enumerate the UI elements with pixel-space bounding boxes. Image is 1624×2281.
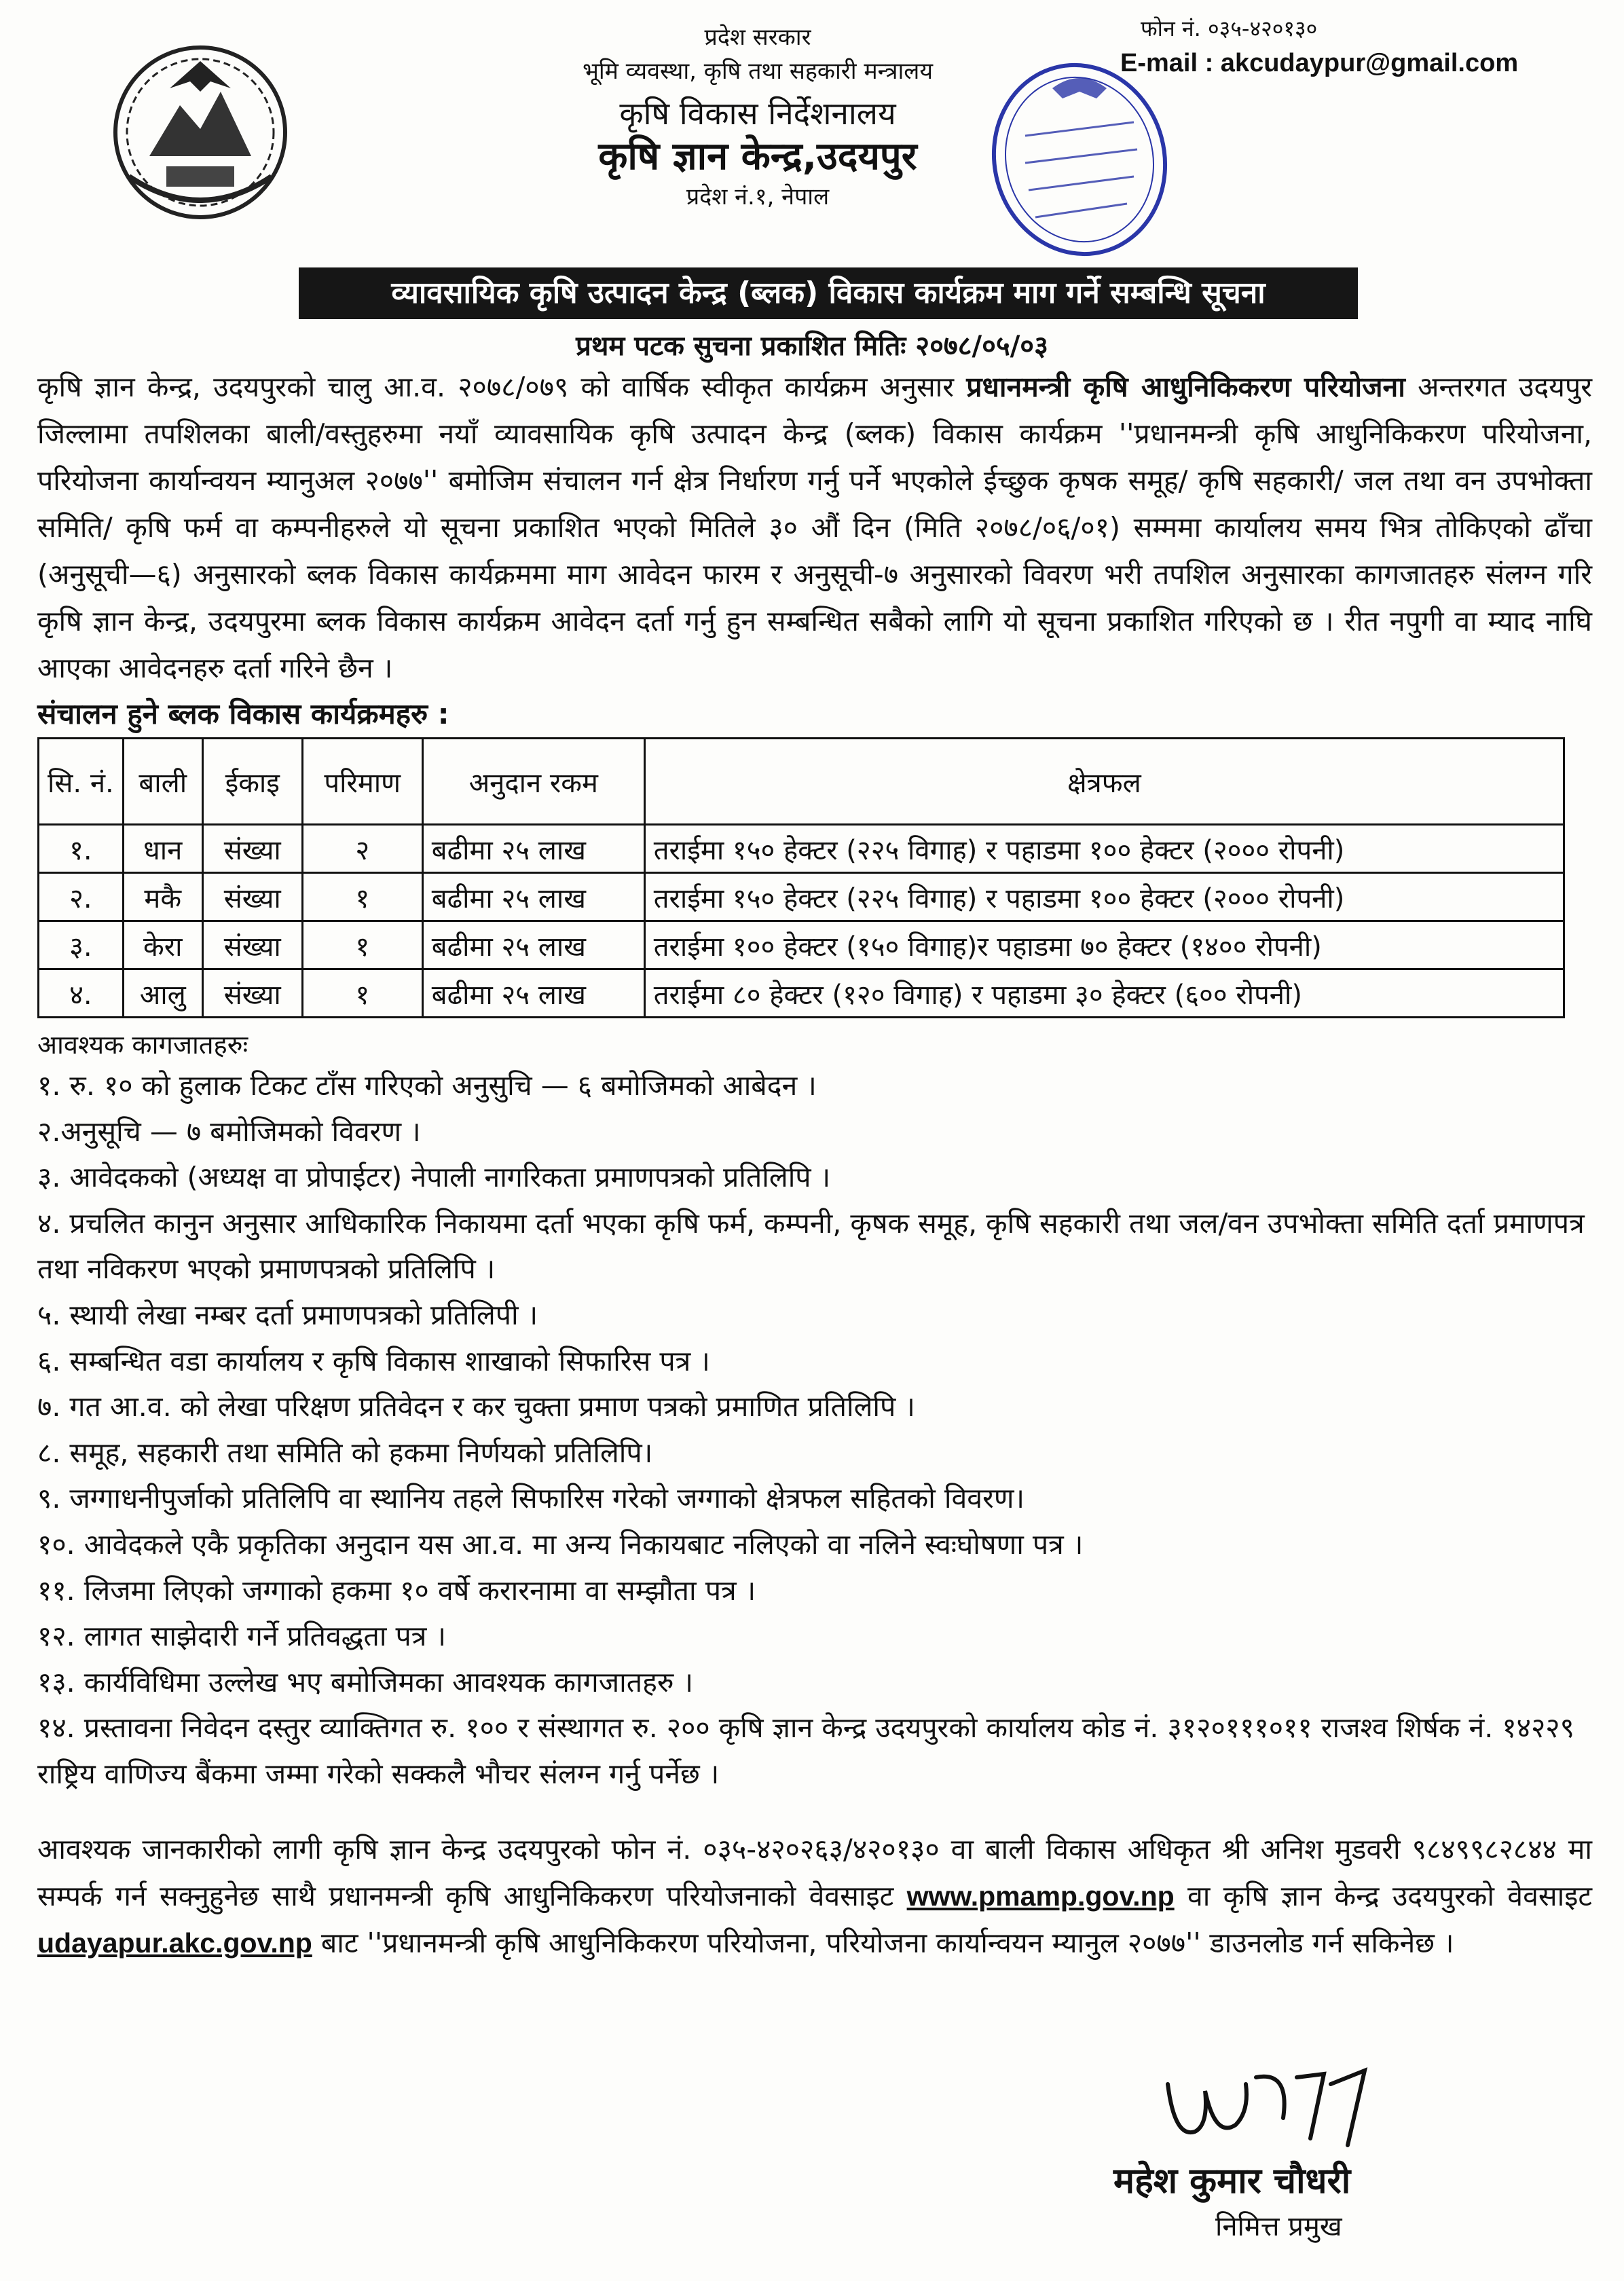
cell-area: तराईमा ८० हेक्टर (१२० विगाह) र पहाडमा ३० हेक्टर (६०० रोपनी) bbox=[644, 969, 1564, 1018]
table-row bbox=[39, 825, 1564, 873]
list-item: ५. स्थायी लेखा नम्बर दर्ता प्रमाणपत्रको प्रतिलिपी । bbox=[37, 1298, 538, 1331]
cell-grant: बढीमा २५ लाख bbox=[422, 873, 644, 921]
list-item: ८. समूह, सहकारी तथा समिति को हकमा निर्णयको प्रतिलिपि। bbox=[37, 1436, 653, 1469]
signatory-designation: निमित्त प्रमुख bbox=[1215, 2211, 1342, 2242]
header-office: कृषि ज्ञान केन्द्र,उदयपुर bbox=[598, 134, 917, 179]
list-item: ९. जग्गाधनीपुर्जाको प्रतिलिपि वा स्थानिय तहले सिफारिस गरेको जग्गाको क्षेत्रफल सहितको विवरण। bbox=[37, 1482, 1025, 1515]
table-row bbox=[39, 921, 1564, 969]
cell-quantity: २ bbox=[302, 825, 422, 873]
pmamp-website-link[interactable]: www.pmamp.gov.np bbox=[906, 1880, 1175, 1912]
cell-crop: केरा bbox=[123, 921, 202, 969]
block-program-table bbox=[37, 737, 1565, 1018]
cell-unit: संख्या bbox=[202, 873, 302, 921]
table-caption: संचालन हुने ब्लक विकास कार्यक्रमहरु : bbox=[37, 697, 449, 730]
contact-text-2: वा कृषि ज्ञान केन्द्र उदयपुरको वेवसाइट bbox=[1174, 1880, 1592, 1912]
cell-sn: ३. bbox=[39, 921, 124, 969]
cell-crop: धान bbox=[123, 825, 202, 873]
header-directorate: कृषि विकास निर्देशनालय bbox=[619, 95, 896, 132]
akc-website-link[interactable]: udayapur.akc.gov.np bbox=[37, 1927, 312, 1959]
cell-unit: संख्या bbox=[202, 969, 302, 1018]
paragraph-part-1: कृषि ज्ञान केन्द्र, उदयपुरको चालु आ.व. २०७८/०७९ को वार्षिक स्वीकृत कार्यक्रम अनुसार bbox=[37, 371, 967, 403]
list-item: २.अनुसूचि — ७ बमोजिमको विवरण । bbox=[37, 1115, 421, 1148]
table-row bbox=[39, 873, 1564, 921]
cell-area: तराईमा १०० हेक्टर (१५० विगाह)र पहाडमा ७० हेक्टर (१४०० रोपनी) bbox=[644, 921, 1564, 969]
list-item: ३. आवेदकको (अध्यक्ष वा प्रोपाईटर) नेपाली नागरिकता प्रमाणपत्रको प्रतिलिपि । bbox=[37, 1161, 831, 1194]
cell-grant: बढीमा २५ लाख bbox=[422, 921, 644, 969]
table-header-row bbox=[39, 739, 1564, 825]
cell-area: तराईमा १५० हेक्टर (२२५ विगाह) र पहाडमा १०० हेक्टर (२००० रोपनी) bbox=[644, 873, 1564, 921]
col-unit: ईकाइ bbox=[202, 739, 302, 825]
list-item: ११. लिजमा लिएको जग्गाको हकमा १० वर्षे करारनामा वा सम्झौता पत्र । bbox=[37, 1574, 756, 1607]
col-area: क्षेत्रफल bbox=[644, 739, 1564, 825]
list-item: १२. लागत साझेदारी गर्ने प्रतिवद्धता पत्र । bbox=[37, 1620, 447, 1653]
notice-paragraph bbox=[37, 364, 1592, 692]
cell-grant: बढीमा २५ लाख bbox=[422, 825, 644, 873]
cell-sn: ४. bbox=[39, 969, 124, 1018]
list-item: १०. आवेदकले एकै प्रकृतिका अनुदान यस आ.व. मा अन्य निकायबाट नलिएको वा नलिने स्वःघोषणा पत्र । bbox=[37, 1527, 1084, 1561]
cell-crop: मकै bbox=[123, 873, 202, 921]
table-row bbox=[39, 969, 1564, 1018]
header-ministry: भूमि व्यवस्था, कृषि तथा सहकारी मन्त्रालय bbox=[582, 58, 934, 85]
contact-text-3: बाट ''प्रधानमन्त्री कृषि आधुनिकिकरण परियोजना, परियोजना कार्यान्वयन म्यानुल २०७७'' डाउनलोड गर्न सकिनेछ । bbox=[312, 1927, 1454, 1959]
signature-icon bbox=[1154, 2057, 1378, 2159]
contact-text-1: आवश्यक जानकारीको लागी कृषि ज्ञान केन्द्र उदयपुरको फोन नं. ०३५-४२०२६३/४२०१३० वा बाली विकास अधिकृत श्री अनिश मुडवरी ९८४९९८२८४४ मा सम्पर्क गर्न सक्नुहुनेछ साथै प्रधानमन्त्री कृषि आधुनिकिकरण परियोजनाको वेवसाइट bbox=[37, 1833, 1592, 1912]
paragraph-project-name: प्रधानमन्त्री कृषि आधुनिकिकरण परियोजना bbox=[966, 371, 1405, 403]
cell-quantity: १ bbox=[302, 873, 422, 921]
cell-quantity: १ bbox=[302, 969, 422, 1018]
col-grant: अनुदान रकम bbox=[422, 739, 644, 825]
cell-unit: संख्या bbox=[202, 825, 302, 873]
header-email: E-mail : akcudaypur@gmail.com bbox=[1120, 49, 1519, 77]
col-crop: बाली bbox=[123, 739, 202, 825]
documents-list bbox=[37, 1063, 1599, 1798]
list-item: ७. गत आ.व. को लेखा परिक्षण प्रतिवेदन र कर चुक्ता प्रमाण पत्रको प्रमाणित प्रतिलिपि । bbox=[37, 1390, 915, 1424]
documents-heading: आवश्यक कागजातहरुः bbox=[37, 1030, 248, 1060]
header-province: प्रदेश नं.१, नेपाल bbox=[686, 183, 830, 210]
contact-paragraph bbox=[37, 1826, 1592, 1967]
col-quantity: परिमाण bbox=[302, 739, 422, 825]
paragraph-part-2: अन्तरगत उदयपुर जिल्लामा तपशिलका बाली/वस्तुहरुमा नयाँ व्यावसायिक कृषि उत्पादन केन्द्र (ब्लक) विकास कार्यक्रम ''प्रधानमन्त्री कृषि आधुनिकिकरण परियोजना, परियोजना कार्यान्वयन म्यानुअल २०७७'' बमोजिम संचालन गर्न क्षेत्र निर्धारण गर्नु पर्ने भएकोले ईच्छुक कृषक समूह/ कृषि सहकारी/ जल तथा वन उपभोक्ता समिति/ कृषि फर्म वा कम्पनीहरुले यो सूचना प्रकाशित भएको मितिले ३० औं दिन (मिति २०७८/०६/०१) सम्ममा कार्यालय समय भित्र तोकिएको ढाँचा (अनुसूची—६) अनुसारको ब्लक विकास कार्यक्रममा माग आवेदन फारम र अनुसूची-७ अनुसारको विवरण भरी तपशिल अनुसारका कागजातहरु संलग्न गरि कृषि ज्ञान केन्द्र, उदयपुरमा ब्लक विकास कार्यक्रम आवेदन दर्ता गर्नु हुन सम्बन्धित सबैको लागि यो सूचना प्रकाशित गरिएको छ । रीत नपुगी वा म्याद नाघि आएका आवेदनहरु दर्ता गरिने छैन । bbox=[37, 371, 1592, 684]
notice-title: व्यावसायिक कृषि उत्पादन केन्द्र (ब्लक) विकास कार्यक्रम माग गर्ने सम्बन्धि सूचना bbox=[299, 267, 1358, 319]
signatory-name: महेश कुमार चौधरी bbox=[1113, 2161, 1351, 2202]
cell-grant: बढीमा २५ लाख bbox=[422, 969, 644, 1018]
list-item: १४. प्रस्तावना निवेदन दस्तुर व्याक्तिगत रु. १०० र संस्थागत रु. २०० कृषि ज्ञान केन्द्र उदयपुरको कार्यालय कोड नं. ३१२०१११०११ राजश्व शिर्षक नं. १४२२९ राष्ट्रिय वाणिज्य बैंकमा जम्मा गरेको सक्कलै भौचर संलग्न गर्नु पर्नेछ । bbox=[37, 1711, 1574, 1790]
office-stamp-icon bbox=[978, 54, 1181, 265]
list-item: ४. प्रचलित कानुन अनुसार आधिकारिक निकायमा दर्ता भएका कृषि फर्म, कम्पनी, कृषक समूह, कृषि सहकारी तथा जल/वन उपभोक्ता समिति दर्ता प्रमाणपत्र तथा नविकरण भएको प्रमाणपत्रको प्रतिलिपि । bbox=[37, 1206, 1585, 1286]
cell-crop: आलु bbox=[123, 969, 202, 1018]
list-item: १३. कार्यविधिमा उल्लेख भए बमोजिमका आवश्यक कागजातहरु । bbox=[37, 1665, 693, 1699]
col-sn: सि. नं. bbox=[39, 739, 124, 825]
header-phone: फोन नं. ०३५-४२०१३० bbox=[1141, 16, 1318, 41]
list-item: ६. सम्बन्धित वडा कार्यालय र कृषि विकास शाखाको सिफारिस पत्र । bbox=[37, 1344, 710, 1377]
cell-quantity: १ bbox=[302, 921, 422, 969]
list-item: १. रु. १० को हुलाक टिकट टाँस गरिएको अनुसुचि — ६ बमोजिमको आबेदन । bbox=[37, 1069, 817, 1102]
header-government: प्रदेश सरकार bbox=[704, 24, 811, 51]
cell-sn: १. bbox=[39, 825, 124, 873]
cell-area: तराईमा १५० हेक्टर (२२५ विगाह) र पहाडमा १०० हेक्टर (२००० रोपनी) bbox=[644, 825, 1564, 873]
cell-sn: २. bbox=[39, 873, 124, 921]
cell-unit: संख्या bbox=[202, 921, 302, 969]
publish-date: प्रथम पटक सुचना प्रकाशित मितिः २०७८/०५/०३ bbox=[576, 331, 1048, 362]
